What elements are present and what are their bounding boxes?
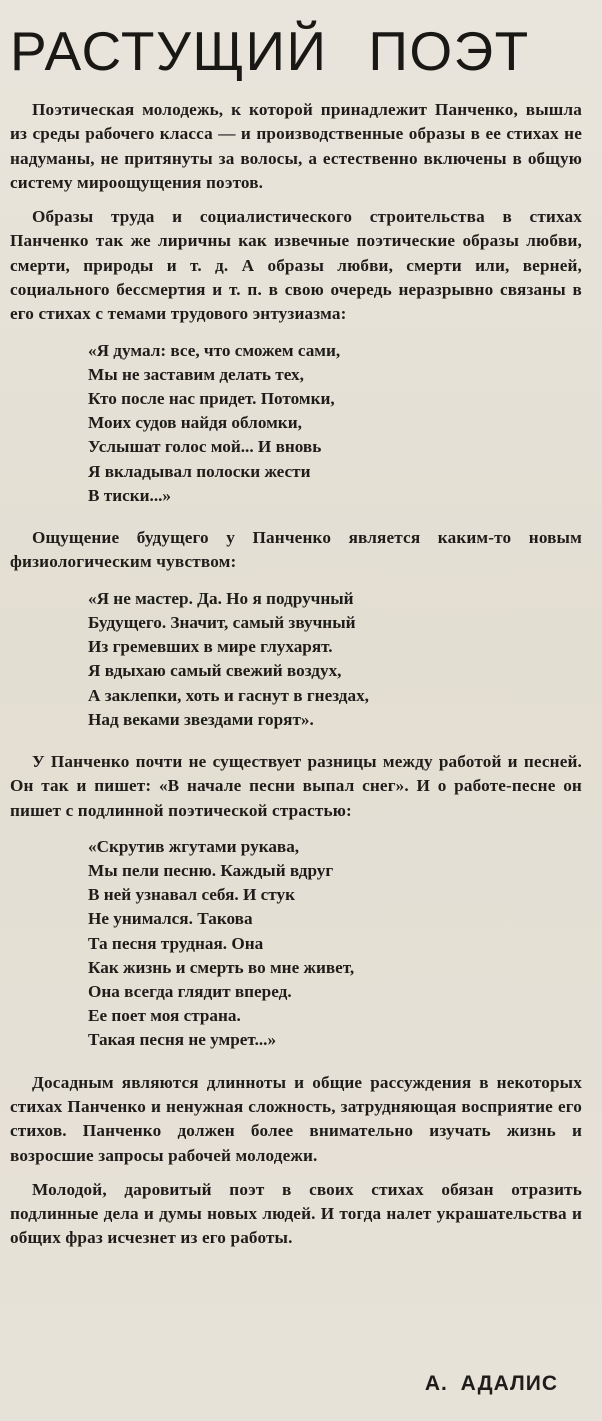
poem-line: Над веками звездами горят». [88, 709, 314, 729]
paragraph-4: У Панченко почти не существует разницы между работой и песней. Он так и пишет: «В начале песни выпал снег». И о работе-песне он пишет с подлинной поэтической страстью: [10, 751, 582, 820]
poem-line: Мы пели песню. Каждый вдруг [88, 861, 334, 880]
poem-quote-3 [88, 835, 582, 1053]
poem-line: Она всегда глядит вперед. [88, 982, 292, 1002]
poem-line: Ее поет моя страна. [88, 1006, 241, 1026]
paragraph-2: Образы труда и социалистического строительства в стихах Панченко так же лиричны как извечные поэтические образы любви, смерти, природы и т. д. А образы любви, смерти или, верней, социального бессмертия и т. п. в свою очередь неразрывно связаны в его стихах с темами трудового энтузиазма: [10, 207, 582, 324]
poem-line: Я вкладывал полоски жести [88, 461, 311, 481]
paragraph-5: Досадным являются длинноты и общие рассуждения в некоторых стихах Панченко и ненужная сложность, затрудняющая восприятие его стихов. Панченко должен более внимательно изучать жизнь и возросшие запросы рабочей молодежи. [10, 1072, 582, 1165]
paragraph-3: Ощущение будущего у Панченко является каким-то новым физиологическим чувством: [10, 528, 582, 572]
paragraph-1: Поэтическая молодежь, к которой принадлежит Панченко, вышла из среды рабочего класса — и производственные образы в ее стихах не надуманы, не притянуты за волосы, а естественно включены в общую систему мироощущения поэтов. [10, 100, 582, 192]
poem-line: «Скрутив жгутами рукава, [88, 836, 300, 856]
poem-line: Услышат голос мой... И вновь [88, 437, 322, 457]
poem-line: Кто после нас придет. Потомки, [88, 389, 335, 409]
poem-line: Из гремевших в мире глухарят. [88, 637, 333, 657]
poem-line: «Я думал: все, что сможем сами, [88, 340, 341, 360]
poem-line: В тиски...» [88, 485, 172, 505]
poem-line: В ней узнавал себя. И стук [88, 885, 295, 905]
poem-quote-1 [88, 339, 582, 508]
poem-line: Моих судов найдя обломки, [88, 413, 302, 433]
poem-line: Не унимался. Такова [88, 909, 253, 929]
poem-line: Я вдыхаю самый свежий воздух, [88, 661, 342, 681]
poem-line: Мы не заставим делать тех, [88, 364, 304, 384]
poem-line: Как жизнь и смерть во мне живет, [88, 957, 355, 977]
poem-line: Такая песня не умрет...» [88, 1030, 277, 1050]
poem-quote-2 [88, 587, 582, 732]
poem-line: А заклепки, хоть и гаснут в гнездах, [88, 685, 369, 705]
article-title: РАСТУЩИЙ ПОЭТ [10, 20, 530, 82]
poem-line: Та песня трудная. Она [88, 933, 264, 953]
poem-line: Будущего. Значит, самый звучный [88, 612, 356, 632]
poem-line: «Я не мастер. Да. Но я подручный [88, 588, 354, 608]
paragraph-6: Молодой, даровитый поэт в своих стихах обязан отразить подлинные дела и думы новых людей. И тогда налет украшательства и общих фраз исчезнет из его работы. [10, 1179, 582, 1248]
author-signature: А. АДАЛИС [424, 1372, 558, 1395]
